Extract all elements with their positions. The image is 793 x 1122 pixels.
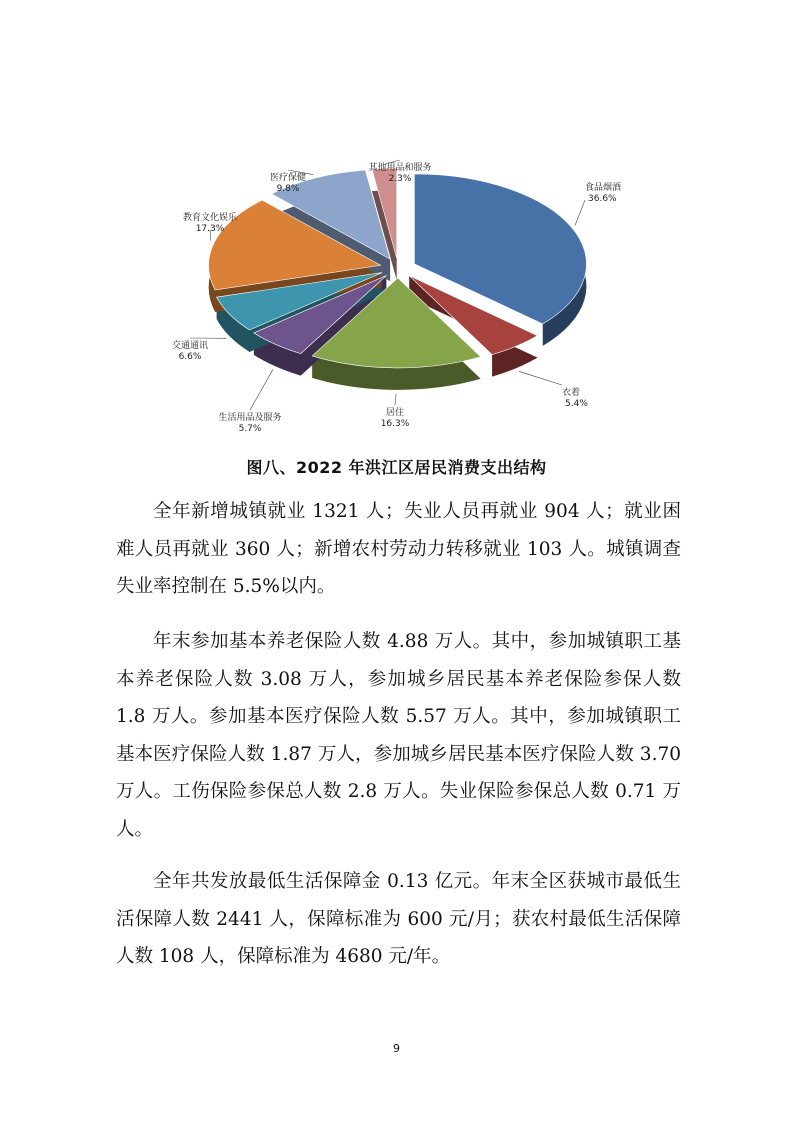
slice-name-label: 衣着 (562, 388, 581, 398)
leader-line-3 (250, 369, 273, 410)
slice-value-label: 6.6% (178, 352, 202, 362)
slice-value-label: 2.3% (388, 174, 412, 184)
slice-value-label: 5.4% (565, 399, 588, 409)
slice-name-label: 其他用品和服务 (368, 163, 432, 173)
slice-value-label: 17.3% (195, 224, 225, 234)
paragraph-insurance: 年末参加基本养老保险人数 4.88 万人。其中，参加城镇职工基本养老保险人数 3.08 万人，参加城乡居民基本养老保险参保人数 1.8 万人。参加基本医疗保险人数 5.57 万人。其中，参加城镇职工基本医疗保险人数 1.87 万人，参加城乡居民基本医疗保险人数 3.70 万人。工伤保险参保总人数 2.8 万人。失业保险参保总人数 0.71 万人。 (116, 631, 681, 840)
slice-name-label: 食品烟酒 (585, 183, 622, 193)
slice-name-label: 生活用品及服务 (218, 413, 282, 423)
slice-name-label: 居住 (385, 408, 405, 418)
pie-chart (150, 150, 630, 445)
leader-line-0 (575, 200, 585, 226)
slice-name-label: 教育文化娱乐 (182, 213, 238, 223)
slice-value-label: 9.8% (276, 184, 300, 194)
page-number: 9 (393, 1042, 400, 1055)
slice-value-label: 36.6% (588, 194, 617, 204)
paragraph-employment: 全年新增城镇就业 1321 人；失业人员再就业 904 人；就业困难人员再就业 360 人；新增农村劳动力转移就业 103 人。城镇调查失业率控制在 5.5%以内。 (116, 501, 681, 597)
paragraph-subsistence: 全年共发放最低生活保障金 0.13 亿元。年末全区获城市最低生活保障人数 2441 人，保障标准为 600 元/月；获农村最低生活保障人数 108 人，保障标准为 4680 元/年。 (116, 871, 681, 967)
slice-name-label: 交通通讯 (171, 341, 209, 351)
slice-value-label: 5.7% (238, 424, 262, 434)
slice-value-label: 16.3% (380, 419, 410, 429)
leader-line-2 (395, 394, 396, 405)
leader-line-1 (519, 371, 562, 385)
slice-name-label: 医疗保健 (269, 173, 307, 183)
figure-caption: 图八、2022 年洪江区居民消费支出结构 (246, 458, 547, 477)
